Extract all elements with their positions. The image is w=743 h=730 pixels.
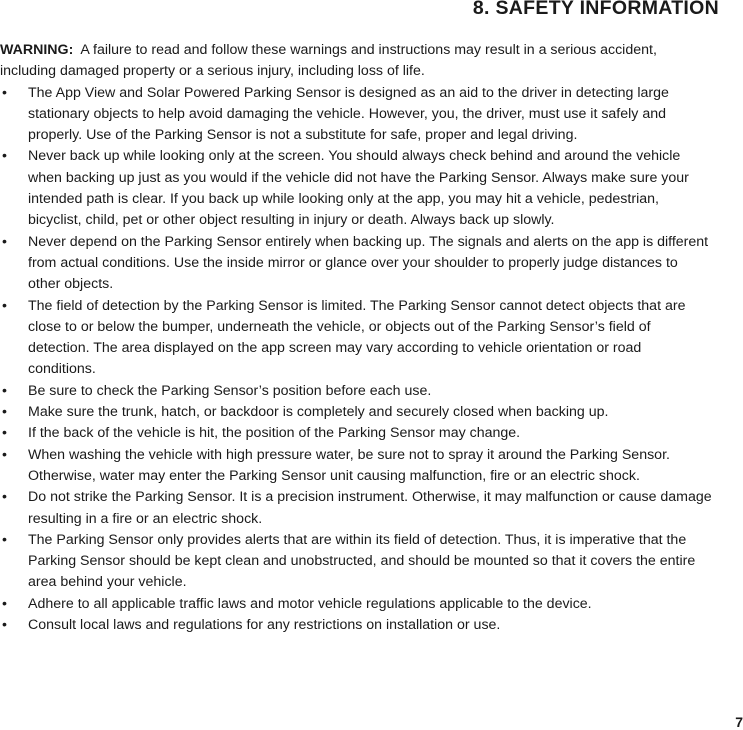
bullet-icon: • — [2, 404, 7, 421]
list-item — [0, 146, 712, 231]
list-item — [0, 83, 712, 147]
list-item — [0, 530, 712, 594]
list-item-text: If the back of the vehicle is hit, the position of the Parking Sensor may change. — [28, 425, 521, 442]
list-item-text: The field of detection by the Parking Sensor is limited. The Parking Sensor cannot detect objects that are close to or below the bumper, underneath the vehicle, or objects out of the Parking Sensor’s field of detection. The area displayed on the app screen may vary according to vehicle orientation or road conditions. — [28, 297, 686, 378]
bullet-icon: • — [2, 233, 7, 250]
bullet-icon: • — [2, 148, 7, 165]
bullet-icon: • — [2, 617, 7, 634]
list-item-text: When washing the vehicle with high pressure water, be sure not to spray it around the Parking Sensor. Otherwise, water may enter the Parking Sensor unit causing malfunction, fire or an electric shock. — [28, 446, 670, 484]
list-item-text: Make sure the trunk, hatch, or backdoor is completely and securely closed when backing up. — [28, 404, 609, 421]
page-number: 7 — [735, 714, 743, 730]
bullet-icon: • — [2, 84, 7, 101]
list-item — [0, 381, 712, 402]
bullet-icon: • — [2, 595, 7, 612]
warning-text: A failure to read and follow these warnings and instructions may result in a serious accident, including damaged property or a serious injury, including loss of life. — [0, 42, 657, 80]
warning-label: WARNING: — [0, 42, 74, 58]
bullet-icon: • — [2, 297, 7, 314]
list-item-text: Never depend on the Parking Sensor entirely when backing up. The signals and alerts on the app is different from actual conditions. Use the inside mirror or glance over your shoulder to properly judge distances to other objects. — [28, 233, 709, 293]
list-item — [0, 232, 712, 296]
list-item-text: Do not strike the Parking Sensor. It is a precision instrument. Otherwise, it may malfunction or cause damage resulting in a fire or an electric shock. — [28, 489, 712, 527]
bullet-icon: • — [2, 446, 7, 463]
list-item — [0, 445, 712, 488]
list-item — [0, 402, 712, 423]
bullet-icon: • — [2, 382, 7, 399]
list-item-text: The Parking Sensor only provides alerts that are within its field of detection. Thus, it is imperative that the Parking Sensor should be kept clean and unobstructed, and should be mounted so that it covers the entire area behind your vehicle. — [28, 531, 696, 591]
list-item — [0, 487, 712, 530]
bullet-icon: • — [2, 425, 7, 442]
list-item — [0, 594, 712, 615]
list-item — [0, 615, 712, 636]
list-item-text: Be sure to check the Parking Sensor’s position before each use. — [28, 382, 432, 399]
safety-content — [0, 40, 712, 636]
list-item-text: Never back up while looking only at the screen. You should always check behind and around the vehicle when backing up just as you would if the vehicle did not have the Parking Sensor. Always make sure your intended path is clear. If you back up while looking only at the app, you may hit a vehicle, pedestrian, bicyclist, child, pet or other object resulting in injury or death. Always back up slowly. — [28, 148, 689, 229]
warning-paragraph — [0, 40, 712, 83]
list-item-text: The App View and Solar Powered Parking Sensor is designed as an aid to the driver in detecting large stationary objects to help avoid damaging the vehicle. However, you, the driver, must use it safely and properly. Use of the Parking Sensor is not a substitute for safe, proper and legal driving. — [28, 84, 669, 144]
list-item — [0, 423, 712, 444]
list-item-text: Consult local laws and regulations for any restrictions on installation or use. — [28, 617, 501, 634]
list-item-text: Adhere to all applicable traffic laws and motor vehicle regulations applicable to the device. — [28, 595, 592, 612]
section-title: 8. SAFETY INFORMATION — [472, 0, 719, 19]
bullet-icon: • — [2, 531, 7, 548]
safety-list — [0, 83, 712, 637]
bullet-icon: • — [2, 489, 7, 506]
list-item — [0, 296, 712, 381]
